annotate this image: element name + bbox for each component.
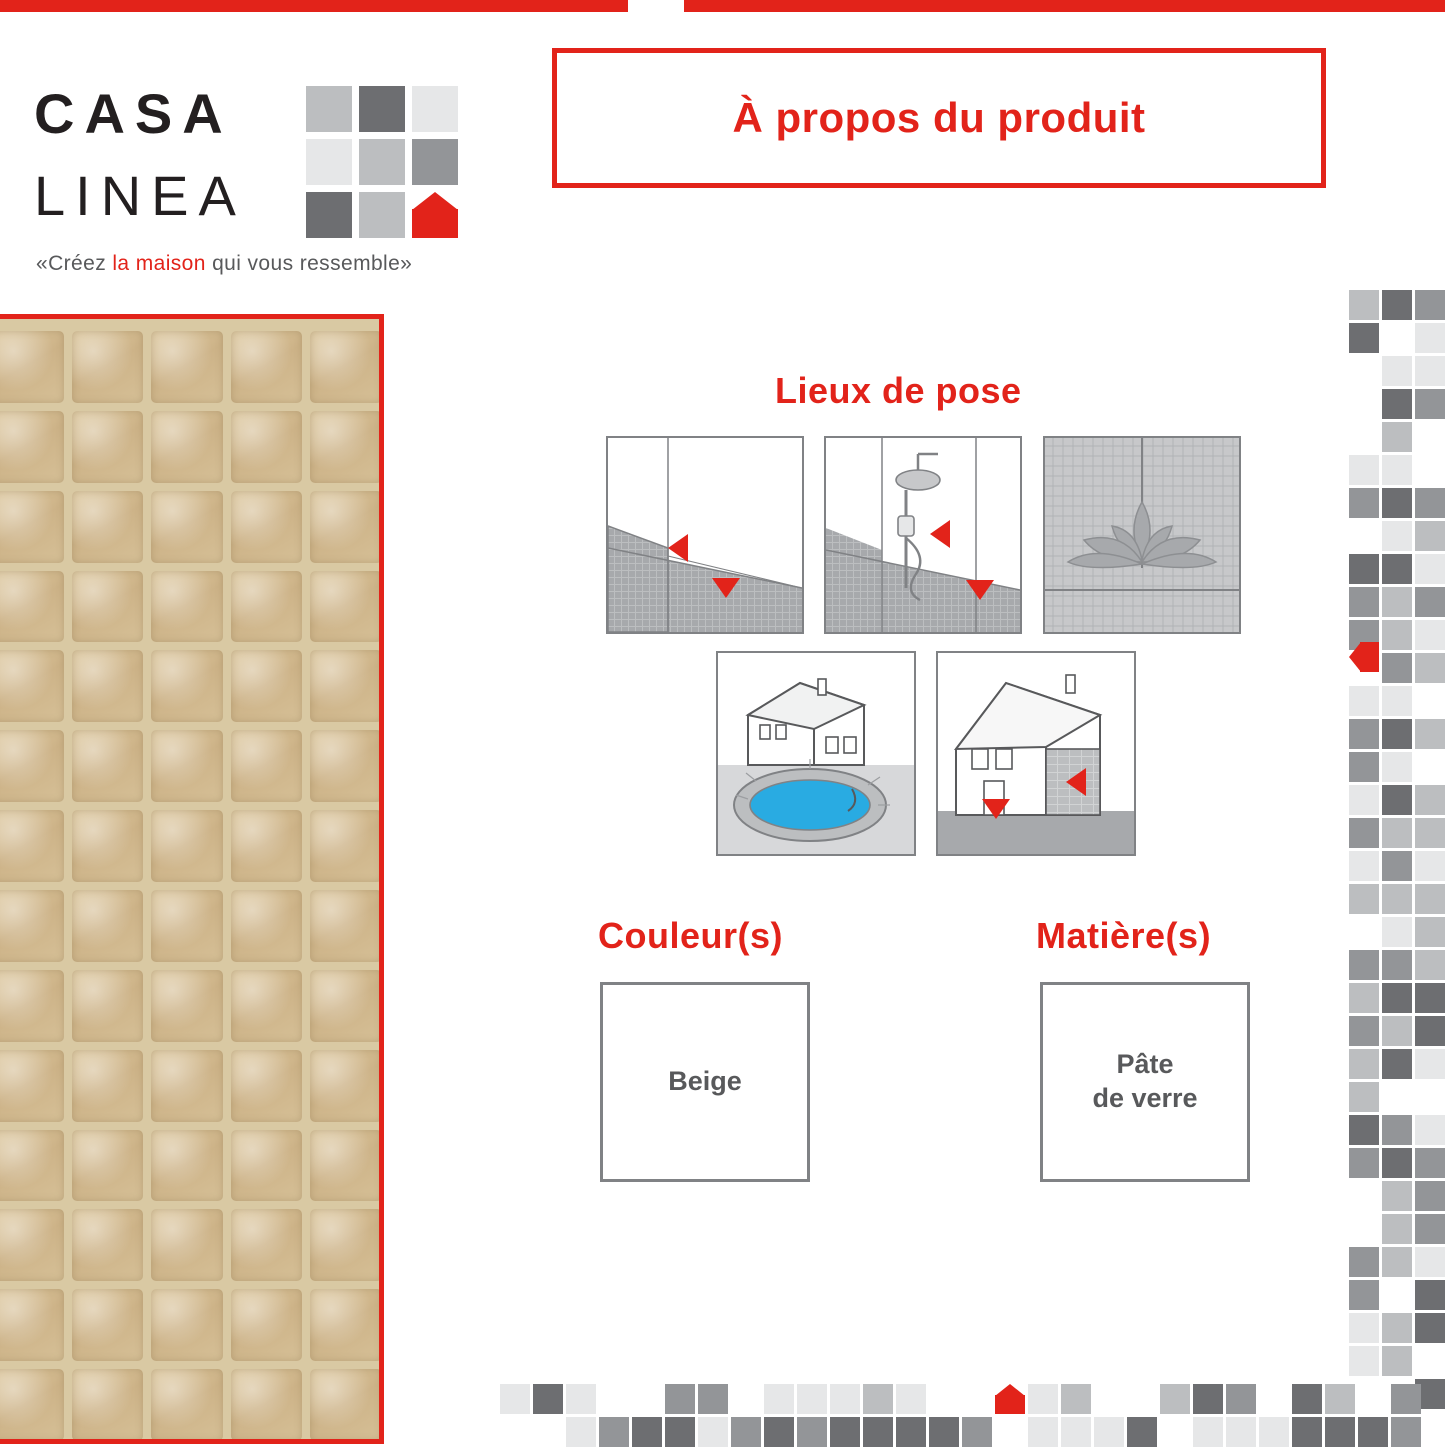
brand-logo	[34, 72, 464, 282]
decorative-tile	[1415, 785, 1445, 815]
decorative-tile	[896, 1384, 926, 1414]
decorative-tile	[566, 1384, 596, 1414]
decorative-tile	[764, 1384, 794, 1414]
decorative-tile	[1382, 818, 1412, 848]
decorative-tile	[1349, 884, 1379, 914]
decorative-tile	[1226, 1384, 1256, 1414]
decorative-tile	[1349, 1082, 1379, 1112]
decorative-tile	[1415, 1247, 1445, 1277]
decorative-tile	[1382, 785, 1412, 815]
decorative-tile	[1127, 1417, 1157, 1447]
decorative-tile	[1292, 1417, 1322, 1447]
pose-card-facade	[936, 651, 1136, 856]
decorative-tile	[1292, 1384, 1322, 1414]
decorative-tile	[1193, 1417, 1223, 1447]
house-icon	[995, 1384, 1025, 1414]
decorative-tile	[1382, 719, 1412, 749]
decorative-tile	[533, 1384, 563, 1414]
decorative-tile	[665, 1417, 695, 1447]
pose-card-shower	[824, 436, 1022, 634]
section-title-matiere: Matière(s)	[1036, 915, 1212, 956]
decorative-tile	[1349, 719, 1379, 749]
decorative-tile	[1415, 818, 1445, 848]
decorative-tile	[1349, 1016, 1379, 1046]
brand-name-linea: LINEA	[34, 164, 246, 227]
decorative-tile	[896, 1417, 926, 1447]
decorative-tile	[1382, 884, 1412, 914]
matiere-value-line2: de verre	[1092, 1083, 1198, 1113]
decorative-tile	[1415, 521, 1445, 551]
decorative-tile	[1415, 620, 1445, 650]
section-title-couleur: Couleur(s)	[598, 915, 783, 956]
decorative-tile	[1349, 455, 1379, 485]
decorative-tile	[1349, 1148, 1379, 1178]
pose-card-pool	[716, 651, 916, 856]
bathroom-icon	[608, 438, 802, 632]
logo-tile-grid	[306, 86, 458, 238]
installation-places-grid	[606, 436, 1276, 856]
decorative-tile	[1415, 983, 1445, 1013]
decorative-tile	[1349, 851, 1379, 881]
decorative-tile	[1391, 1384, 1421, 1414]
decorative-tile	[764, 1417, 794, 1447]
product-image-panel	[0, 314, 384, 1444]
decorative-tile	[1358, 1417, 1388, 1447]
arrow-left-icon	[1066, 768, 1086, 796]
page-title: À propos du produit	[732, 94, 1146, 141]
decorative-tile	[1415, 884, 1445, 914]
decorative-tile	[1415, 554, 1445, 584]
decorative-tile	[1349, 686, 1379, 716]
decorative-tile	[1325, 1384, 1355, 1414]
decorative-tile	[698, 1384, 728, 1414]
decorative-tile	[830, 1417, 860, 1447]
arrow-left-icon	[930, 520, 950, 548]
decorative-tile	[1382, 1016, 1412, 1046]
decorative-tile	[863, 1417, 893, 1447]
tagline-suffix: qui vous ressemble»	[205, 252, 413, 275]
tagline-accent: la maison	[112, 252, 206, 275]
decorative-tile	[1193, 1384, 1223, 1414]
shower-icon	[826, 438, 1020, 632]
section-title-lieux: Lieux de pose	[775, 370, 1022, 411]
decorative-tile	[1349, 1346, 1379, 1376]
decorative-tile	[830, 1384, 860, 1414]
decorative-tile	[1349, 1049, 1379, 1079]
decorative-tile	[1415, 1214, 1445, 1244]
decorative-tile	[1415, 719, 1445, 749]
decorative-tile	[1391, 1417, 1421, 1447]
decorative-tile	[1382, 587, 1412, 617]
decorative-tile	[1415, 290, 1445, 320]
decorative-tile	[731, 1417, 761, 1447]
decorative-tile	[1415, 587, 1445, 617]
matiere-value-line1: Pâte	[1116, 1049, 1174, 1080]
decorative-tile	[1415, 851, 1445, 881]
decorative-tile	[1382, 290, 1412, 320]
decorative-tile	[1061, 1384, 1091, 1414]
decorative-tile	[1415, 653, 1445, 683]
decorative-tile	[1349, 1247, 1379, 1277]
decorative-tile	[1415, 1280, 1445, 1310]
decorative-tile	[1415, 389, 1445, 419]
decorative-tile	[797, 1417, 827, 1447]
decorative-tile	[1094, 1417, 1124, 1447]
decorative-tile	[1160, 1384, 1190, 1414]
house-icon	[1349, 642, 1379, 672]
decorative-tile	[1382, 917, 1412, 947]
decorative-tile	[632, 1417, 662, 1447]
decorative-tile	[1349, 752, 1379, 782]
house-icon	[412, 192, 458, 238]
decorative-tile	[1415, 917, 1445, 947]
decorative-tile	[599, 1417, 629, 1447]
facade-house-icon	[938, 653, 1134, 854]
decorative-tile	[698, 1417, 728, 1447]
decorative-tile	[1415, 1049, 1445, 1079]
top-red-bar	[0, 0, 1445, 12]
decorative-tile	[566, 1417, 596, 1447]
decorative-strip-right	[1345, 290, 1445, 1444]
decorative-tile	[1349, 1280, 1379, 1310]
decorative-tile	[1349, 950, 1379, 980]
decorative-tile	[1415, 1115, 1445, 1145]
decorative-tile	[1325, 1417, 1355, 1447]
decorative-tile	[1382, 488, 1412, 518]
decorative-tile	[863, 1384, 893, 1414]
decorative-tile	[797, 1384, 827, 1414]
decorative-tile	[1382, 950, 1412, 980]
decorative-tile	[1382, 1214, 1412, 1244]
decorative-tile	[1382, 1247, 1412, 1277]
decorative-tile	[1349, 488, 1379, 518]
decorative-tile	[1382, 1346, 1412, 1376]
couleur-value-box	[600, 982, 810, 1182]
decorative-tile	[1349, 1313, 1379, 1343]
decorative-tile	[1382, 653, 1412, 683]
matiere-value	[1092, 1048, 1197, 1116]
decorative-tile	[1226, 1417, 1256, 1447]
decorative-tile	[1349, 290, 1379, 320]
brand-tagline	[36, 252, 412, 276]
decorative-tile	[1382, 455, 1412, 485]
pose-card-hammam	[1043, 436, 1241, 634]
decorative-tile	[1382, 554, 1412, 584]
decorative-tile	[1028, 1384, 1058, 1414]
decorative-tile	[1259, 1417, 1289, 1447]
decorative-tile	[1382, 620, 1412, 650]
arrow-left-icon	[668, 534, 688, 562]
decorative-tile	[1349, 323, 1379, 353]
decorative-tile	[1349, 554, 1379, 584]
decorative-tile	[1349, 785, 1379, 815]
pool-house-icon	[718, 653, 914, 854]
page-title-box	[552, 48, 1326, 188]
decorative-tile	[1415, 356, 1445, 386]
decorative-tile	[1028, 1417, 1058, 1447]
lotus-icon	[1045, 438, 1239, 632]
decorative-tile	[929, 1417, 959, 1447]
decorative-tile	[1382, 1181, 1412, 1211]
decorative-tile	[1382, 389, 1412, 419]
pose-card-bathroom	[606, 436, 804, 634]
decorative-tile	[1061, 1417, 1091, 1447]
decorative-tile	[1415, 1181, 1445, 1211]
decorative-tile	[1382, 1313, 1412, 1343]
decorative-tile	[1415, 1016, 1445, 1046]
decorative-tile	[1382, 851, 1412, 881]
decorative-tile	[1415, 1148, 1445, 1178]
decorative-tile	[962, 1417, 992, 1447]
couleur-value: Beige	[668, 1066, 742, 1097]
decorative-tile	[1382, 422, 1412, 452]
arrow-down-icon	[966, 580, 994, 600]
decorative-tile	[1415, 488, 1445, 518]
decorative-tile	[1382, 356, 1412, 386]
arrow-down-icon	[982, 799, 1010, 819]
decorative-tile	[1382, 752, 1412, 782]
decorative-tile	[1382, 983, 1412, 1013]
arrow-down-icon	[712, 578, 740, 598]
mosaic-tile-photo	[0, 331, 382, 1441]
decorative-tile	[1382, 1049, 1412, 1079]
decorative-tile	[1382, 1148, 1412, 1178]
decorative-tile	[1415, 323, 1445, 353]
brand-name-casa: CASA	[34, 82, 233, 145]
decorative-tile	[1382, 686, 1412, 716]
decorative-tile	[1415, 1313, 1445, 1343]
decorative-tile	[500, 1384, 530, 1414]
decorative-strip-bottom	[500, 1382, 1445, 1444]
decorative-tile	[1382, 521, 1412, 551]
matiere-value-box	[1040, 982, 1250, 1182]
decorative-tile	[1349, 818, 1379, 848]
decorative-tile	[1415, 950, 1445, 980]
decorative-tile	[1349, 587, 1379, 617]
tagline-prefix: «Créez	[36, 252, 113, 275]
decorative-tile	[665, 1384, 695, 1414]
decorative-tile	[1349, 983, 1379, 1013]
decorative-tile	[1382, 1115, 1412, 1145]
top-bar-gap	[628, 0, 684, 12]
decorative-tile	[1349, 1115, 1379, 1145]
